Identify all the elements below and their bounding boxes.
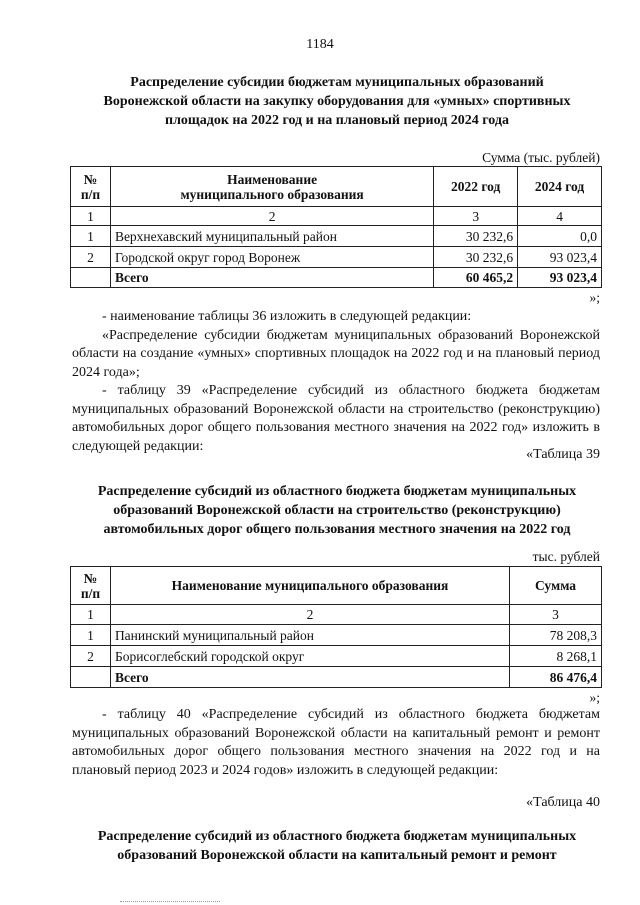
table-row: 2 Городской округ город Воронеж 30 232,6 93 023,4	[71, 247, 602, 268]
table1-unit: Сумма (тыс. рублей)	[482, 150, 600, 165]
table3-title	[70, 827, 604, 865]
table1-index-row: 1 2 3 4	[71, 207, 602, 226]
header-2022: 2022 год	[434, 167, 518, 207]
table1-header-row	[71, 167, 602, 207]
table2-title-line: образований Воронежской области на строительство (реконструкцию)	[113, 503, 561, 518]
table3-title-line: образований Воронежской области на капитальный ремонт и ремонт	[117, 848, 557, 863]
table2-unit: тыс. рублей	[532, 549, 600, 564]
table3-ref: «Таблица 40	[526, 795, 600, 810]
table1-title-line: Воронежской области на закупку оборудования для «умных» спортивных	[103, 94, 571, 109]
table2-index-row: 1 2 3	[71, 605, 602, 625]
scan-artifact	[120, 901, 220, 903]
text-block-1	[72, 308, 600, 456]
header-2024: 2024 год	[518, 167, 602, 207]
table2-title-line: автомобильных дорог общего пользования местного значения на 2022 год	[103, 522, 571, 537]
table-row: 1 Панинский муниципальный район 78 208,3	[71, 625, 602, 646]
paragraph: - таблицу 39 «Распределение субсидий из областного бюджета бюджетам муниципальных образований Воронежской области на строительство (реконструкцию) автомобильных дорог общего пользования местного значения на 2022 год» изложить в следующей редакции:	[72, 383, 600, 454]
table1-title-line: площадок на 2022 год и на плановый период 2024 года	[165, 113, 509, 128]
paragraph: - таблицу 40 «Распределение субсидий из областного бюджета бюджетам муниципальных образований Воронежской области на капитальный ремонт и ремонт автомобильных дорог общего пользования местного значения на 2022 год и на плановый период 2023 и 2024 годов» изложить в следующей редакции:	[72, 707, 600, 778]
text-block-2	[72, 706, 600, 780]
paragraph: «Распределение субсидии бюджетам муниципальных образований Воронежской области на создание «умных» спортивных площадок на 2022 год и на плановый период 2024 года»;	[72, 327, 600, 380]
table3-title-line: Распределение субсидий из областного бюджета бюджетам муниципальных	[97, 829, 577, 844]
table1-total-row: Всего 60 465,2 93 023,4	[71, 268, 602, 288]
table1-closing: »;	[589, 290, 600, 305]
table-row: 2 Борисоглебский городской округ 8 268,1	[71, 646, 602, 667]
header-sum: Сумма	[510, 567, 602, 605]
page-number: 1184	[306, 37, 334, 52]
table2-title-line: Распределение субсидий из областного бюджета бюджетам муниципальных	[97, 484, 577, 499]
table1-title	[70, 73, 604, 130]
paragraph: - наименование таблицы 36 изложить в следующей редакции:	[102, 309, 472, 324]
header-num: № п/п	[71, 167, 111, 207]
table2-header-row	[71, 567, 602, 605]
table2-closing: »;	[589, 690, 600, 705]
table2	[70, 566, 602, 688]
table2-ref: «Таблица 39	[526, 447, 600, 462]
header-name: Наименование муниципального образования	[110, 167, 433, 207]
table1	[70, 166, 602, 288]
header-num: № п/п	[71, 567, 111, 605]
table-row: 1 Верхнехавский муниципальный район 30 232,6 0,0	[71, 226, 602, 247]
table2-total-row: Всего 86 476,4	[71, 667, 602, 688]
header-name: Наименование муниципального образования	[110, 567, 509, 605]
table2-title	[70, 482, 604, 539]
table1-title-line: Распределение субсидии бюджетам муниципальных образований	[130, 75, 544, 90]
